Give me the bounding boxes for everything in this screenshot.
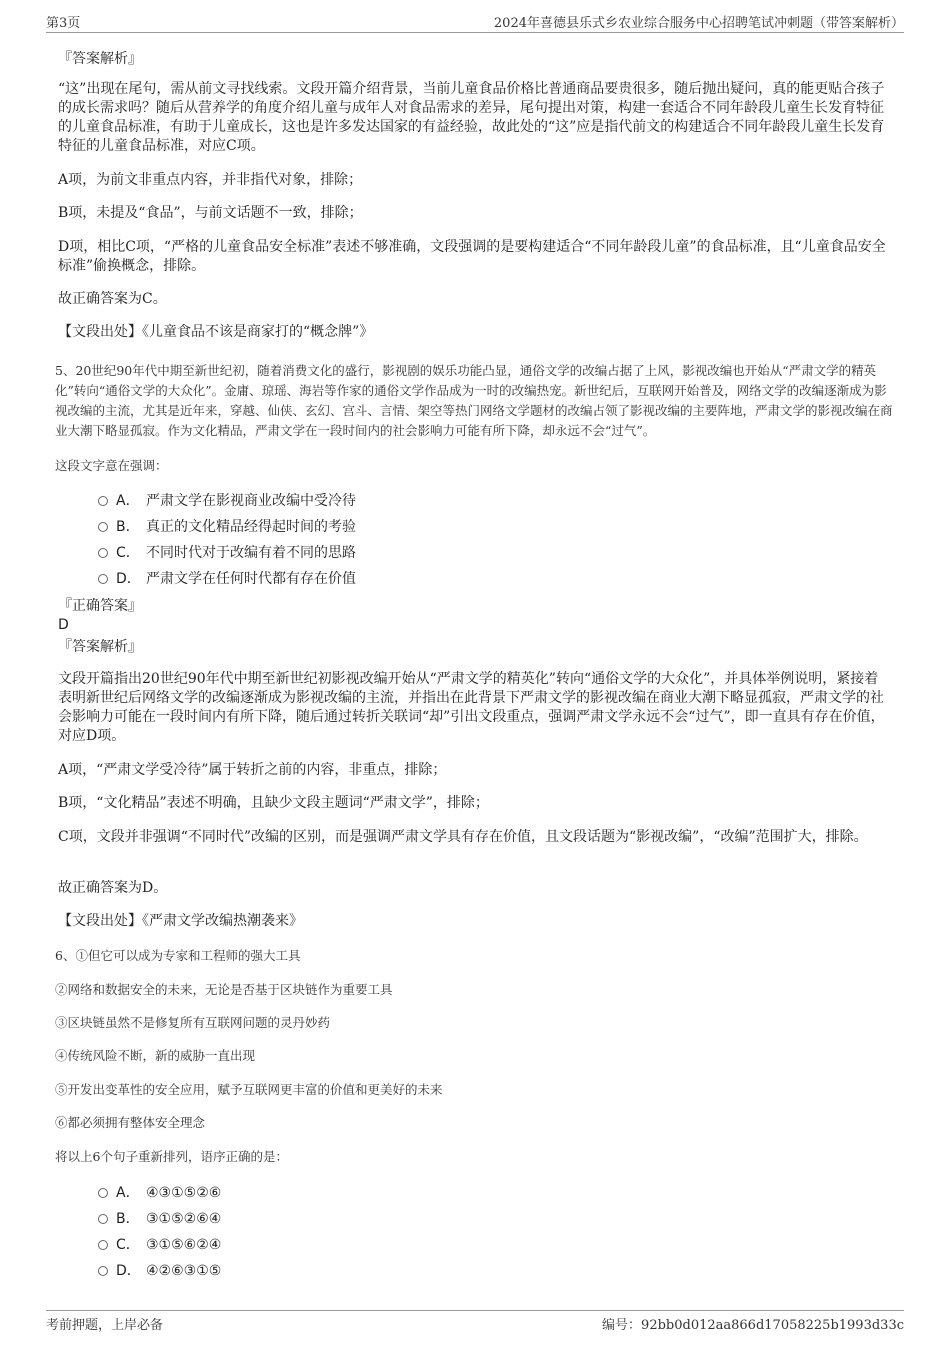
q5-answer: D [58,617,69,633]
q5-analysis-label: 『答案解析』 [58,639,142,655]
q6-option-d[interactable]: D． ④②⑥③①⑤ [98,1261,221,1281]
radio-icon[interactable] [98,1214,108,1224]
radio-icon[interactable] [98,1188,108,1198]
q6-sentence-1: 6、①但它可以成为专家和工程师的强大工具 [55,948,301,963]
document-title: 2024年喜德县乐式乡农业综合服务中心招聘笔试冲刺题（带答案解析） [493,16,904,31]
q5-option-c[interactable]: C． 不同时代对于改编有着不同的思路 [98,543,356,563]
radio-icon[interactable] [98,1240,108,1250]
q6-sentence-4: ④传统风险不断，新的威胁一直出现 [55,1048,256,1063]
page-number: 第3页 [46,16,81,31]
footer-slogan: 考前押题，上岸必备 [46,1318,164,1333]
q4-option-d-analysis: D项，相比C项，“严格的儿童食品安全标准”表述不够准确，文段强调的是要构建适合“不同年龄段儿童”的食品标准，且“儿童食品安全标准”偷换概念，排除。 [58,239,886,274]
q6-sentence-6: ⑥都必须拥有整体安全理念 [55,1115,206,1130]
q4-option-b-analysis: B项，未提及“食品”，与前文话题不一致，排除； [58,205,363,221]
q6-sentence-5: ⑤开发出变革性的安全应用，赋予互联网更丰富的价值和更美好的未来 [55,1082,443,1097]
q5-option-c-analysis: C项，文段并非强调“不同时代”改编的区别，而是强调严肃文学具有存在价值，且文段话题为“影视改编”，“改编”范围扩大，排除。 [58,829,868,845]
q6-option-a[interactable]: A． ④③①⑤②⑥ [98,1183,221,1203]
q5-answer-label: 『正确答案』 [58,598,142,614]
q5-option-b[interactable]: B． 真正的文化精品经得起时间的考验 [98,517,356,537]
radio-icon[interactable] [98,1266,108,1276]
q5-analysis-text: 文段开篇指出20世纪90年代中期至新世纪初影视改编开始从“严肃文学的精英化”转向“通俗文学的大众化”，并具体举例说明，紧接着表明新世纪后网络文学的改编逐渐成为影视改编的主流，并指出在此背景下严肃文学的影视改编在商业大潮下略显孤寂，严肃文学的社会影响力可能在一段时间内有所下降，随后通过转折关联词“却”引出文段重点，强调严肃文学永远不会“过气”，即一直具有存在价值，对应D项。 [58,671,885,744]
footer-divider [46,1310,904,1311]
q6-option-b[interactable]: B． ③①⑤②⑥④ [98,1209,221,1229]
q5-conclusion: 故正确答案为D。 [58,880,168,896]
q4-analysis-text: “这”出现在尾句，需从前文寻找线索。文段开篇介绍背景，当前儿童食品价格比普通商品要贵很多，随后抛出疑问，真的能更贴合孩子的成长需求吗？随后从营养学的角度介绍儿童与成年人对食品需求的差异，尾句提出对策，构建一套适合不同年龄段儿童生长发育特征的儿童食品标准，有助于儿童成长，这也是许多发达国家的有益经验，故此处的“这”应是指代前文的构建适合不同年龄段儿童生长发育特征的儿童食品标准，对应C项。 [58,81,885,154]
q4-option-a-analysis: A项，为前文非重点内容，并非指代对象，排除； [58,172,363,188]
document-id: 编号：92bb0d012aa866d17058225b1993d33c [602,1318,904,1333]
q4-source: 【文段出处】《儿童食品不该是商家打的“概念牌”》 [58,324,374,340]
q5-stem: 5、20世纪90年代中期至新世纪初，随着消费文化的盛行，影视剧的娱乐功能凸显，通俗文学的改编占据了上风，影视改编也开始从“严肃文学的精英化”转向“通俗文学的大众化”。金庸、琼瑶、海岩等作家的通俗文学作品成为一时的改编热宠。新世纪后，互联网开始普及，网络文学的改编逐渐成为影视改编的主流，尤其是近年来，穿越、仙侠、玄幻、宫斗、言情、架空等热门网络文学题材的改编占领了影视改编的主要阵地，严肃文学的影视改编在商业大潮下略显孤寂。作为文化精品，严肃文学在一段时间内的社会影响力可能有所下降，却永远不会“过气”。 [55,363,893,438]
q6-option-c[interactable]: C． ③①⑤⑥②④ [98,1235,221,1255]
page-header [46,12,904,32]
q5-option-b-analysis: B项，“文化精品”表述不明确，且缺少文段主题词“严肃文学”，排除； [58,795,489,811]
header-divider [46,32,904,33]
radio-icon[interactable] [98,548,108,558]
q6-prompt: 将以上6个句子重新排列，语序正确的是： [55,1149,288,1164]
q6-sentence-2: ②网络和数据安全的未来，无论是否基于区块链作为重要工具 [55,982,393,997]
q6-sentence-3: ③区块链虽然不是修复所有互联网问题的灵丹妙药 [55,1015,331,1030]
q5-option-a[interactable]: A． 严肃文学在影视商业改编中受冷待 [98,491,356,511]
q5-prompt: 这段文字意在强调： [55,458,168,473]
q4-analysis-label: 『答案解析』 [58,51,142,67]
q5-option-d[interactable]: D． 严肃文学在任何时代都有存在价值 [98,569,356,589]
radio-icon[interactable] [98,574,108,584]
radio-icon[interactable] [98,496,108,506]
q4-conclusion: 故正确答案为C。 [58,291,167,307]
radio-icon[interactable] [98,522,108,532]
q5-option-a-analysis: A项，“严肃文学受冷待”属于转折之前的内容，非重点，排除； [58,762,447,778]
q5-source: 【文段出处】《严肃文学改编热潮袭来》 [58,913,303,929]
